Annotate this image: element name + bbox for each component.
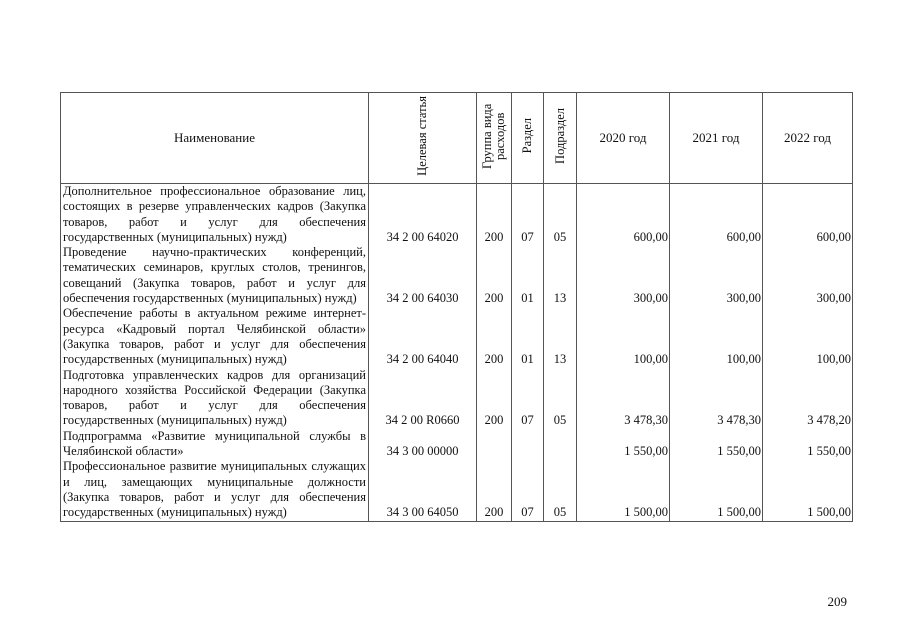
row-subsection: 05	[544, 459, 577, 521]
row-name: Профессиональное развитие муниципальных служащих и лиц, замещающих муниципальные должности (Закупка товаров, работ и услуг для обеспечения государственных (муниципальных) нужд)	[61, 459, 369, 521]
row-name: Подготовка управленческих кадров для организаций народного хозяйства Российской Федерации (Закупка товаров, работ и услуг для обеспечения государственных (муниципальных) нужд)	[61, 368, 369, 429]
row-section: 01	[512, 306, 544, 367]
row-amount-2022: 300,00	[763, 245, 853, 306]
row-amount-2020: 3 478,30	[577, 368, 670, 429]
row-amount-2022: 1 550,00	[763, 429, 853, 460]
row-amount-2022: 600,00	[763, 184, 853, 246]
row-amount-2021: 100,00	[670, 306, 763, 367]
row-amount-2021: 600,00	[670, 184, 763, 246]
row-name: Обеспечение работы в актуальном режиме интернет-ресурса «Кадровый портал Челябинской области» (Закупка товаров, работ и услуг для обеспечения государственных (муниципальных) нужд)	[61, 306, 369, 367]
table-row	[61, 306, 853, 367]
row-subsection: 05	[544, 368, 577, 429]
header-name: Наименование	[61, 93, 369, 184]
row-target-article: 34 2 00 64030	[369, 245, 477, 306]
row-target-article: 34 2 00 64040	[369, 306, 477, 367]
row-subsection: 13	[544, 306, 577, 367]
row-expense-group: 200	[477, 306, 512, 367]
row-expense-group	[477, 429, 512, 460]
header-target-article: Целевая статья	[369, 93, 477, 184]
row-subsection: 13	[544, 245, 577, 306]
row-amount-2021: 300,00	[670, 245, 763, 306]
row-amount-2020: 1 550,00	[577, 429, 670, 460]
table-row	[61, 245, 853, 306]
row-amount-2020: 100,00	[577, 306, 670, 367]
row-section: 07	[512, 459, 544, 521]
row-section	[512, 429, 544, 460]
header-subsection: Подраздел	[544, 93, 577, 184]
row-section: 01	[512, 245, 544, 306]
row-section: 07	[512, 368, 544, 429]
table-row	[61, 459, 853, 521]
page-number: 209	[827, 594, 847, 609]
row-target-article: 34 2 00 64020	[369, 184, 477, 246]
row-amount-2021: 1 550,00	[670, 429, 763, 460]
row-expense-group: 200	[477, 368, 512, 429]
header-2022: 2022 год	[763, 93, 853, 184]
table-row	[61, 368, 853, 429]
row-section: 07	[512, 184, 544, 246]
table-row	[61, 184, 853, 246]
row-subsection: 05	[544, 184, 577, 246]
row-amount-2022: 1 500,00	[763, 459, 853, 521]
row-amount-2022: 100,00	[763, 306, 853, 367]
budget-table	[60, 92, 853, 522]
row-amount-2022: 3 478,20	[763, 368, 853, 429]
row-amount-2020: 1 500,00	[577, 459, 670, 521]
row-amount-2021: 1 500,00	[670, 459, 763, 521]
table-header-row	[61, 93, 853, 184]
table-row	[61, 429, 853, 460]
row-target-article: 34 2 00 R0660	[369, 368, 477, 429]
row-name: Проведение научно-практических конференций, тематических семинаров, круглых столов, тренингов, совещаний (Закупка товаров, работ и услуг для обеспечения государственных (муниципальных) нужд)	[61, 245, 369, 306]
row-expense-group: 200	[477, 245, 512, 306]
header-section: Раздел	[512, 93, 544, 184]
header-2021: 2021 год	[670, 93, 763, 184]
row-target-article: 34 3 00 00000	[369, 429, 477, 460]
row-name: Подпрограмма «Развитие муниципальной службы в Челябинской области»	[61, 429, 369, 460]
row-expense-group: 200	[477, 184, 512, 246]
row-amount-2021: 3 478,30	[670, 368, 763, 429]
header-2020: 2020 год	[577, 93, 670, 184]
row-expense-group: 200	[477, 459, 512, 521]
row-amount-2020: 300,00	[577, 245, 670, 306]
header-expense-group: Группа вида расходов	[477, 93, 512, 184]
row-subsection	[544, 429, 577, 460]
row-target-article: 34 3 00 64050	[369, 459, 477, 521]
row-amount-2020: 600,00	[577, 184, 670, 246]
row-name: Дополнительное профессиональное образование лиц, состоящих в резерве управленческих кадров (Закупка товаров, работ и услуг для обеспечения государственных (муниципальных) нужд)	[61, 184, 369, 246]
